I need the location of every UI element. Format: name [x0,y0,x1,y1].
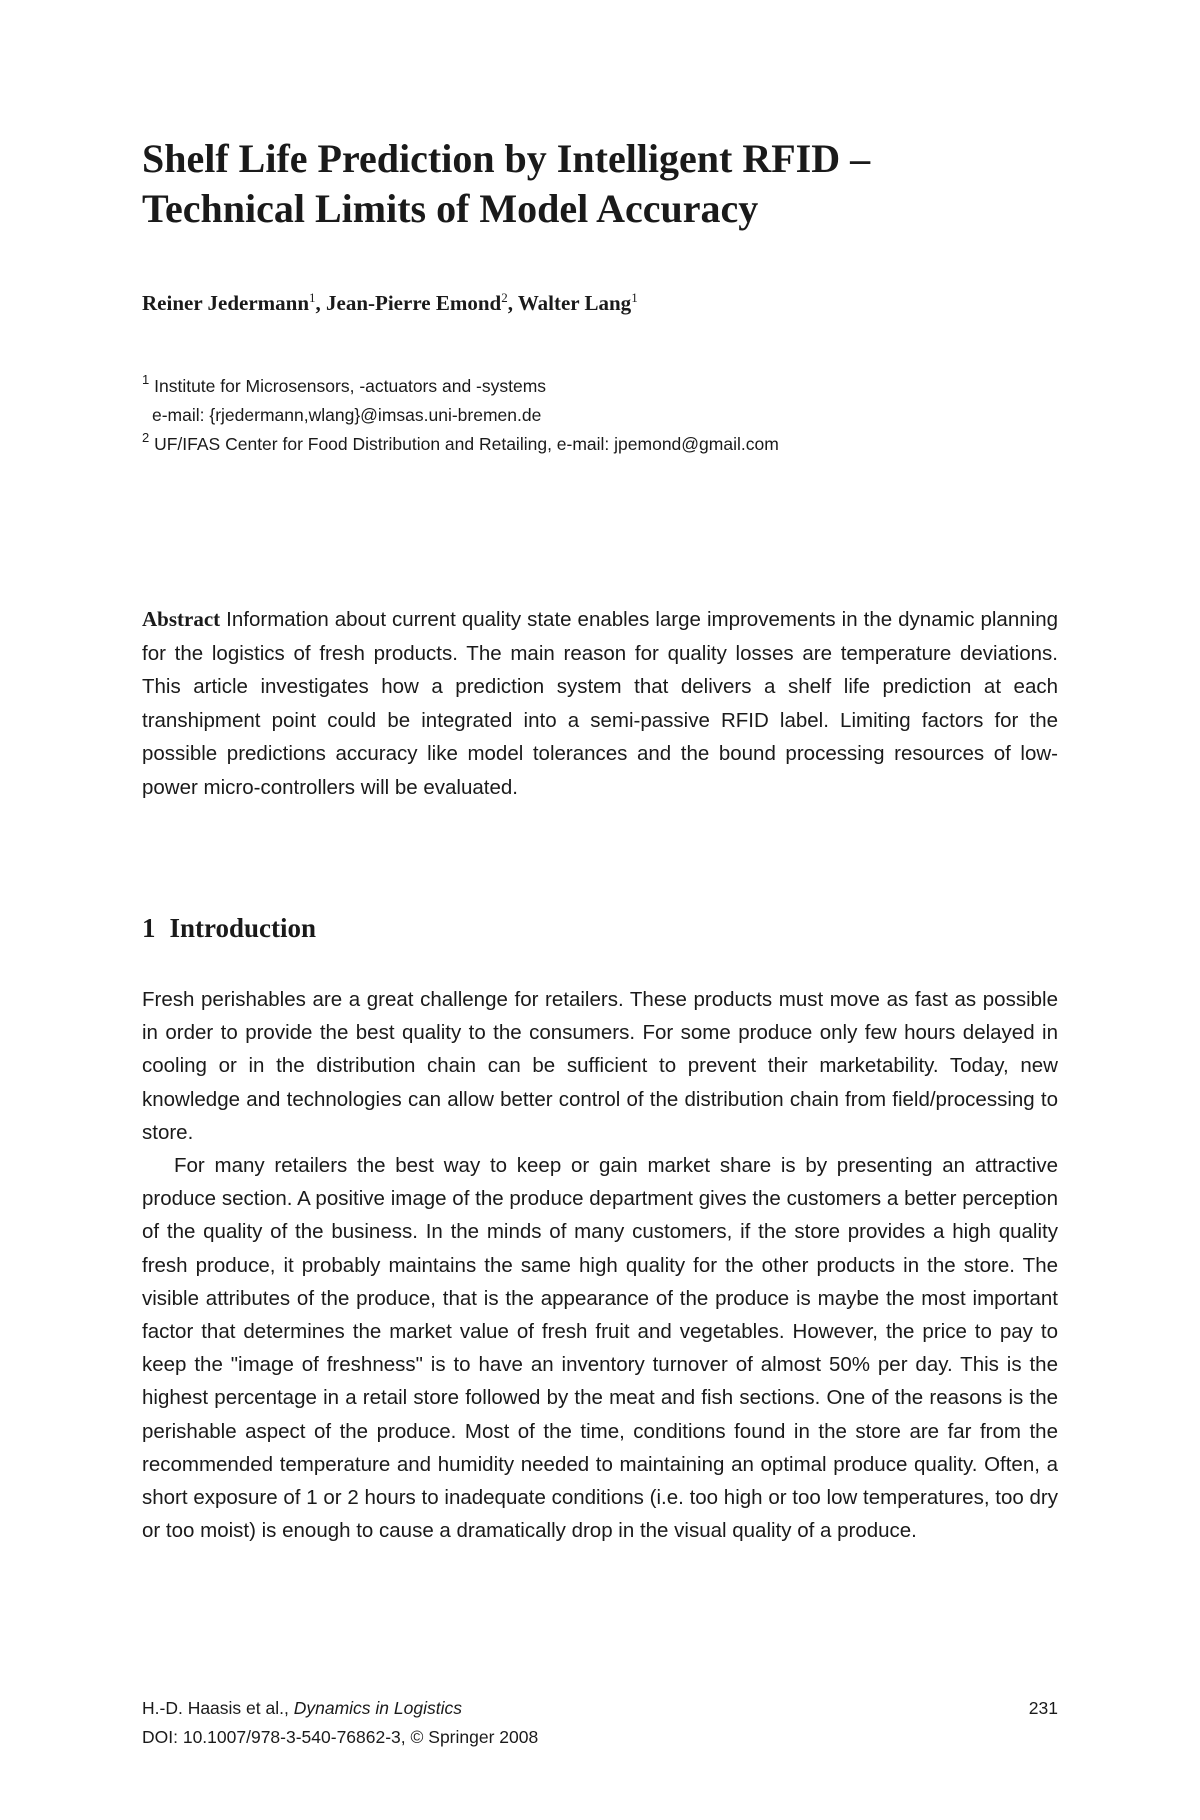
affiliation-2 [142,430,1058,459]
paper-title [142,134,1058,234]
abstract [142,603,1058,804]
introduction-body [142,983,1058,1547]
author-affiliation-mark: 1 [631,290,638,305]
paper-title-line-1: Shelf Life Prediction by Intelligent RFID – [142,136,871,181]
affiliation-2-mark: 2 [142,430,150,445]
affiliation-1-mark: 1 [142,372,150,387]
section-title: Introduction [169,913,317,943]
author-affiliation-mark: 2 [501,290,508,305]
author-separator: , [315,291,327,315]
section-number: 1 [142,913,156,943]
footer-book-title: Dynamics in Logistics [293,1698,462,1718]
affiliation-1 [142,372,1058,401]
affiliation-1-institute: Institute for Microsensors, -actuators and -systems [154,376,547,396]
page-footer [142,1694,1058,1752]
abstract-label: Abstract [142,607,221,631]
author-name: Jean-Pierre Emond [326,291,502,315]
author-separator: , [507,291,518,315]
footer-citation [142,1694,462,1723]
author-name: Reiner Jedermann [142,291,310,315]
footer-doi: DOI: 10.1007/978-3-540-76862-3, © Springer 2008 [142,1727,539,1747]
affiliation-2-institute: UF/IFAS Center for Food Distribution and Retailing, e-mail: jpemond@gmail.com [154,434,779,454]
paper-page [142,0,1058,1820]
introduction-paragraph-1: Fresh perishables are a great challenge for retailers. These products must move as fast as possible in order to provide the best quality to the consumers. For some produce only few hours delayed in cooling or in the distribution chain can be sufficient to prevent their marketability. Today, new knowledge and technologies can allow better control of the distribution chain from field/processing to store. [142,988,1058,1144]
page-number: 231 [1028,1698,1058,1718]
introduction-paragraph-2: For many retailers the best way to keep or gain market share is by presenting an attractive produce section. A positive image of the produce department gives the customers a better perception of the quality of the business. In the minds of many customers, if the store provides a high quality fresh produce, it probably maintains the same high quality for the other products in the store. The visible attributes of the produce, that is the appearance of the produce is maybe the most important factor that determines the market value of fresh fruit and vegetables. However, the price to pay to keep the "image of freshness" is to have an inventory turnover of almost 50% per day. This is the highest percentage in a retail store followed by the meat and fish sections. One of the reasons is the perishable aspect of the produce. Most of the time, conditions found in the store are far from the recommended temperature and humidity needed to maintaining an optimal produce quality. Often, a short exposure of 1 or 2 hours to inadequate conditions (i.e. too high or too low temperatures, too dry or too moist) is enough to cause a dramatically drop in the visual quality of a produce. [142,1154,1058,1543]
paper-title-line-2: Technical Limits of Model Accuracy [142,186,759,231]
author-list [142,288,1058,318]
abstract-text: Information about current quality state enables large improvements in the dynamic planning for the logistics of fresh products. The main reason for quality losses are temperature deviations. This article investigates how a prediction system that delivers a shelf life prediction at each transhipment point could be integrated into a semi-passive RFID label. Limiting factors for the possible predictions accuracy like model tolerances and the bound processing resources of low-power micro-controllers will be evaluated. [142,608,1058,799]
author-affiliation-mark: 1 [309,290,316,305]
footer-citation-authors: H.-D. Haasis et al., [142,1698,294,1718]
affiliations [142,372,1058,459]
footer-citation-row [142,1694,1058,1723]
section-heading-introduction [142,908,1058,948]
affiliation-1-email: e-mail: {rjedermann,wlang}@imsas.uni-bremen.de [152,405,542,425]
author-name: Walter Lang [517,291,632,315]
